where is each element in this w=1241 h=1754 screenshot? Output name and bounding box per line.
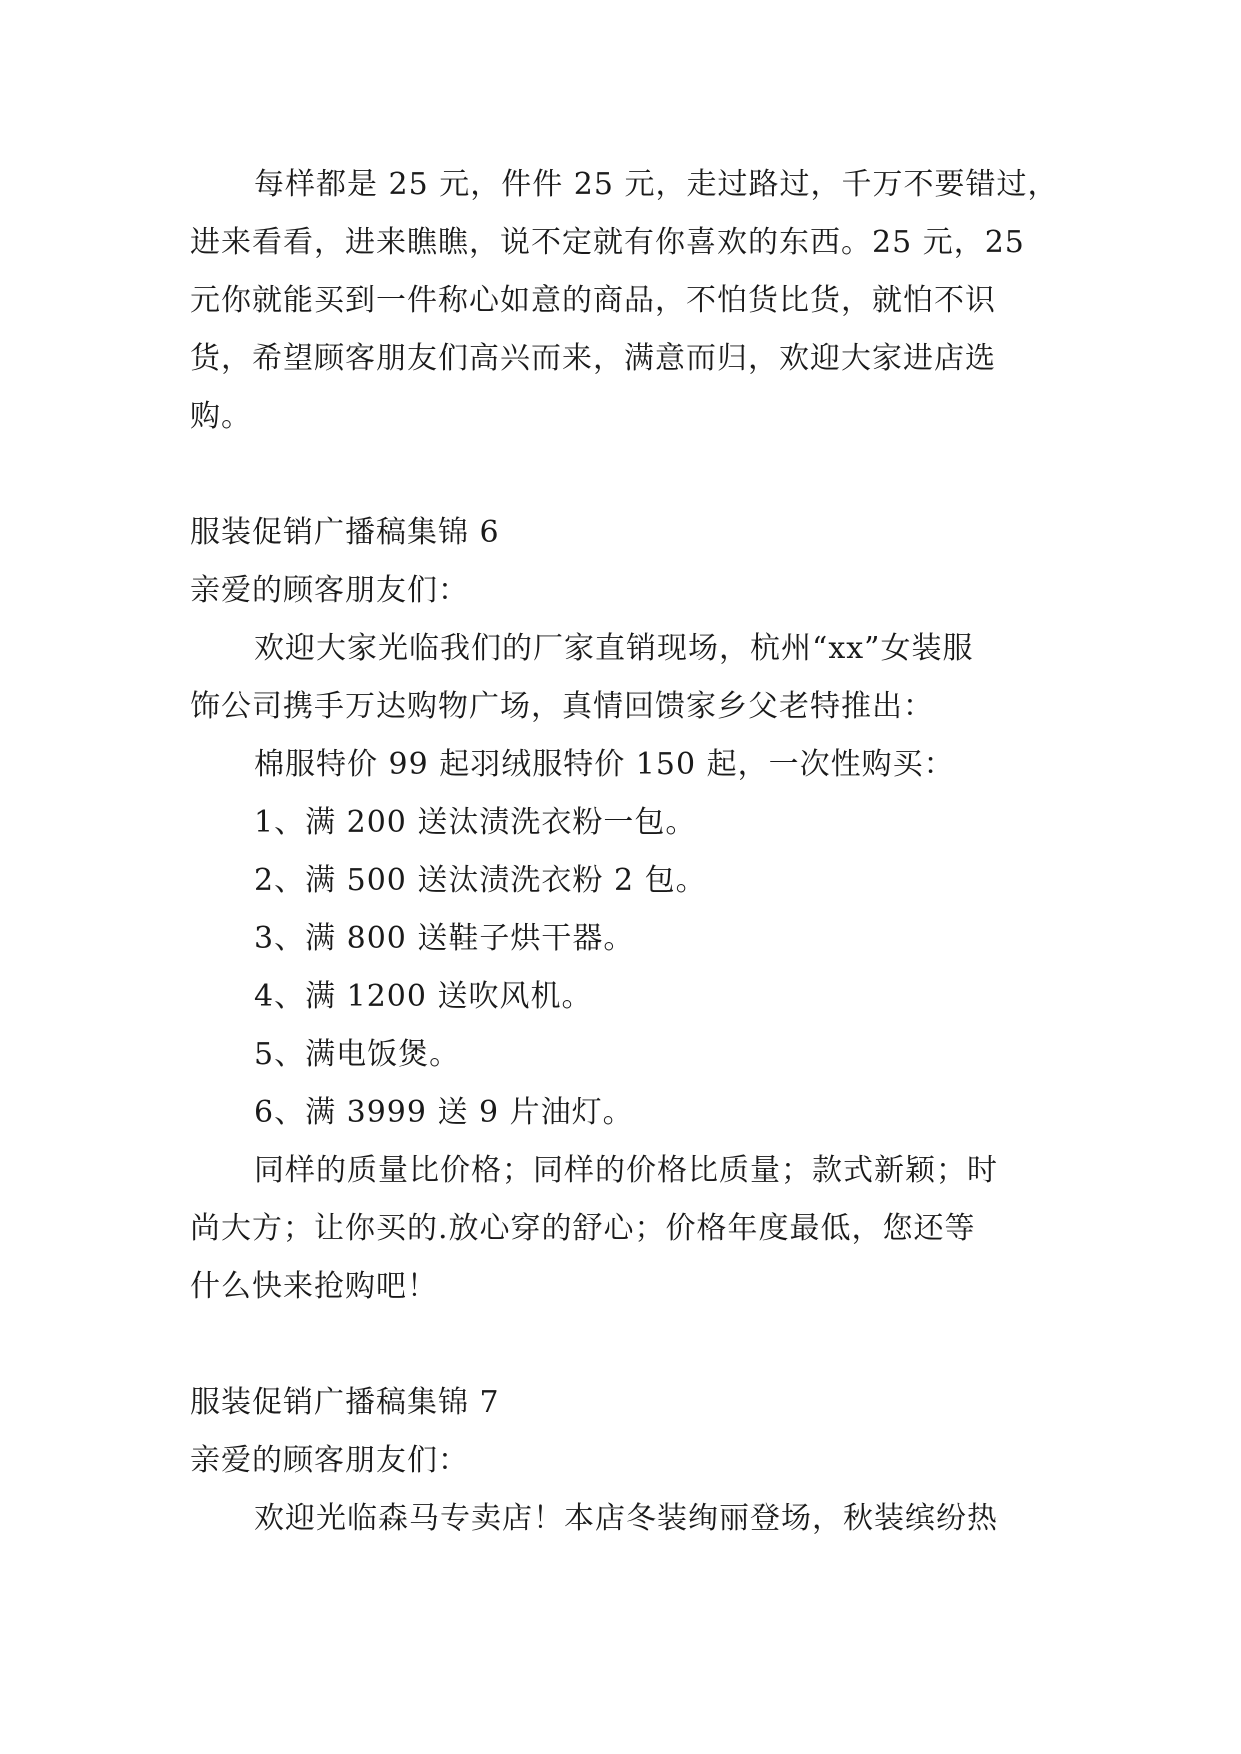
paragraph-line: 欢迎光临森马专卖店！本店冬装绚丽登场，秋装缤纷热 bbox=[254, 1501, 998, 1536]
section-title: 服装促销广播稿集锦 6 bbox=[190, 515, 500, 550]
section7 bbox=[190, 1374, 1052, 1548]
document-page bbox=[190, 156, 1059, 1548]
paragraph-line: 每样都是 25 元，件件 25 元，走过路过，千万不要错过， bbox=[254, 167, 1059, 202]
list-item: 5、满电饭煲。 bbox=[254, 1037, 461, 1072]
paragraph-line: 元你就能买到一件称心如意的商品，不怕货比货，就怕不识 bbox=[190, 283, 996, 318]
paragraph-line: 进来看看，进来瞧瞧，说不定就有你喜欢的东西。25 元，25 bbox=[190, 225, 1025, 260]
offer-line: 棉服特价 99 起羽绒服特价 150 起，一次性购买： bbox=[254, 747, 955, 782]
list-item: 2、满 500 送汰渍洗衣粉 2 包。 bbox=[254, 863, 707, 898]
list-item: 3、满 800 送鞋子烘干器。 bbox=[254, 921, 635, 956]
list-item: 1、满 200 送汰渍洗衣粉一包。 bbox=[254, 805, 697, 840]
section-spacer bbox=[190, 1316, 1052, 1374]
section-title: 服装促销广播稿集锦 7 bbox=[190, 1385, 500, 1420]
section5-paragraph bbox=[190, 156, 1059, 446]
section6 bbox=[190, 504, 1052, 1316]
paragraph-line: 欢迎大家光临我们的厂家直销现场，杭州“xx”女装服 bbox=[254, 631, 974, 666]
list-item: 6、满 3999 送 9 片油灯。 bbox=[254, 1095, 634, 1130]
paragraph-line: 货，希望顾客朋友们高兴而来，满意而归，欢迎大家进店选 bbox=[190, 341, 996, 376]
paragraph-line: 同样的质量比价格；同样的价格比质量；款式新颖；时 bbox=[254, 1153, 998, 1188]
greeting: 亲爱的顾客朋友们： bbox=[190, 1443, 469, 1478]
greeting: 亲爱的顾客朋友们： bbox=[190, 573, 469, 608]
paragraph-line: 饰公司携手万达购物广场，真情回馈家乡父老特推出： bbox=[190, 689, 934, 724]
section-spacer bbox=[190, 446, 1052, 504]
paragraph-line: 尚大方；让你买的.放心穿的舒心；价格年度最低，您还等 bbox=[190, 1211, 976, 1246]
list-item: 4、满 1200 送吹风机。 bbox=[254, 979, 593, 1014]
paragraph-line: 购。 bbox=[190, 399, 252, 434]
paragraph-line: 什么快来抢购吧！ bbox=[190, 1269, 438, 1304]
